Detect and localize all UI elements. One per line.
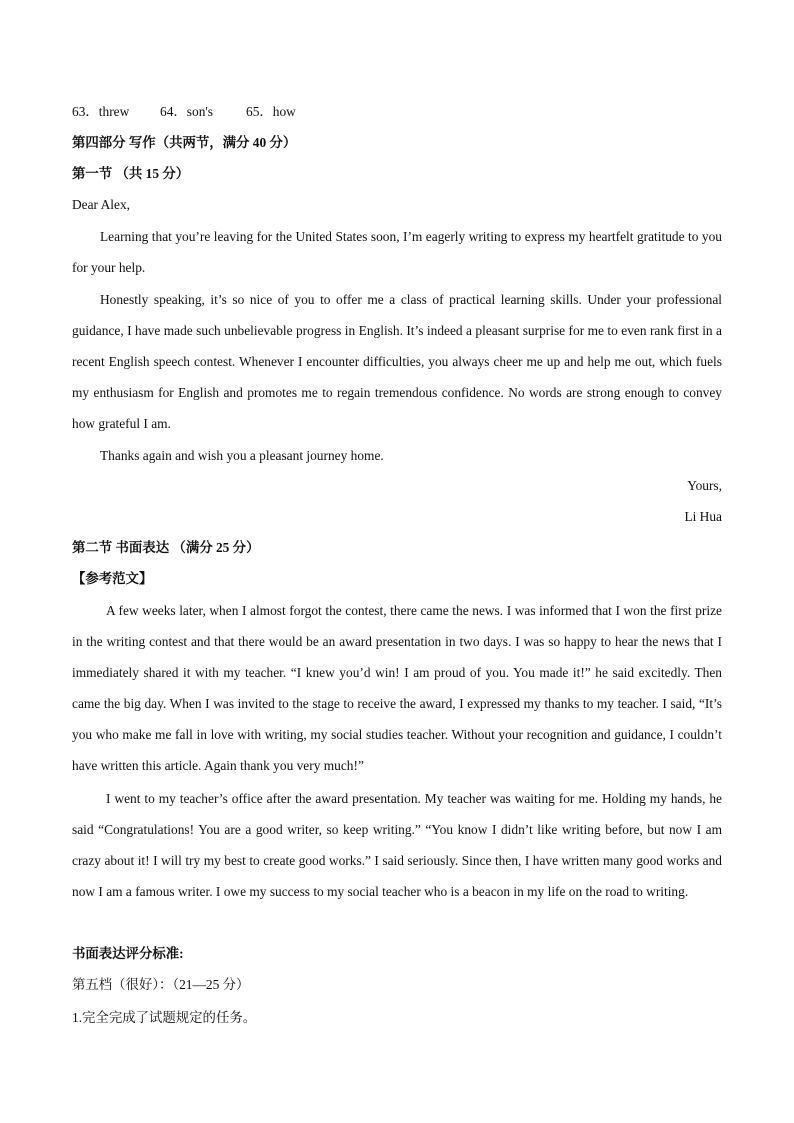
section2-heading: 第二节 书面表达 （满分 25 分） [72,540,260,555]
level5-heading: 第五档（很好）：（21—25 分） [72,977,250,992]
section1-heading: 第一节 （共 15 分） [72,166,190,181]
answer-63: 63．threw [72,104,130,119]
answer-64: 64．son's [160,104,214,119]
sample-paragraph-2: I went to my teacher’s office after the award presentation. My teacher was waiting for me. Holding my hands, he said “Congratulations! You are a good writer, so keep writing.” “You know I didn’t like writing before, but now I am crazy about it! I will try my best to create good works.” I said seriously. Since then, I have written many good works and now I am a famous writer. I owe my success to my social teacher who is a beacon in my life on the road to writing. [72,791,722,900]
letter-paragraph-3: Thanks again and wish you a pleasant journey home. [100,448,384,463]
letter-paragraph-2: Honestly speaking, it’s so nice of you to offer me a class of practical learning skills. Under your professional guidance, I have made such unbelievable progress in English. It’s indeed a pleasant surprise for me to even rank first in a recent English speech contest. Whenever I encounter difficulties, you always cheer me up and help me out, which fuels my enthusiasm for English and promotes me to regain tremendous confidence. No words are strong enough to convey how grateful I am. [72,292,722,432]
criterion-1: 1.完全完成了试题规定的任务。 [72,1010,257,1025]
letter-greeting: Dear Alex, [72,197,131,212]
criteria-heading: 书面表达评分标准: [72,946,184,961]
reference-label: 【参考范文】 [72,571,153,586]
answer-line [72,104,296,120]
letter-paragraph-1: Learning that you’re leaving for the United States soon, I’m eagerly writing to express my heartfelt gratitude to you for your help. [72,229,722,276]
answer-65: 65．how [246,104,296,119]
sample-paragraph-1: A few weeks later, when I almost forgot the contest, there came the news. I was informed that I won the first prize in the writing contest and that there would be an award presentation in two days. I was so happy to hear the news that I immediately shared it with my teacher. “I knew you’d win! I am proud of you. You made it!” he said excitedly. Then came the big day. When I was invited to the stage to receive the award, I expressed my thanks to my teacher. I said, “It’s you who make me fall in love with writing, my social studies teacher. Without your recognition and guidance, I couldn’t have written this article. Again thank you very much!” [72,603,722,774]
letter-signature: Li Hua [684,509,722,524]
letter-closing: Yours, [687,478,722,493]
part4-heading: 第四部分 写作（共两节，满分 40 分） [72,135,297,150]
